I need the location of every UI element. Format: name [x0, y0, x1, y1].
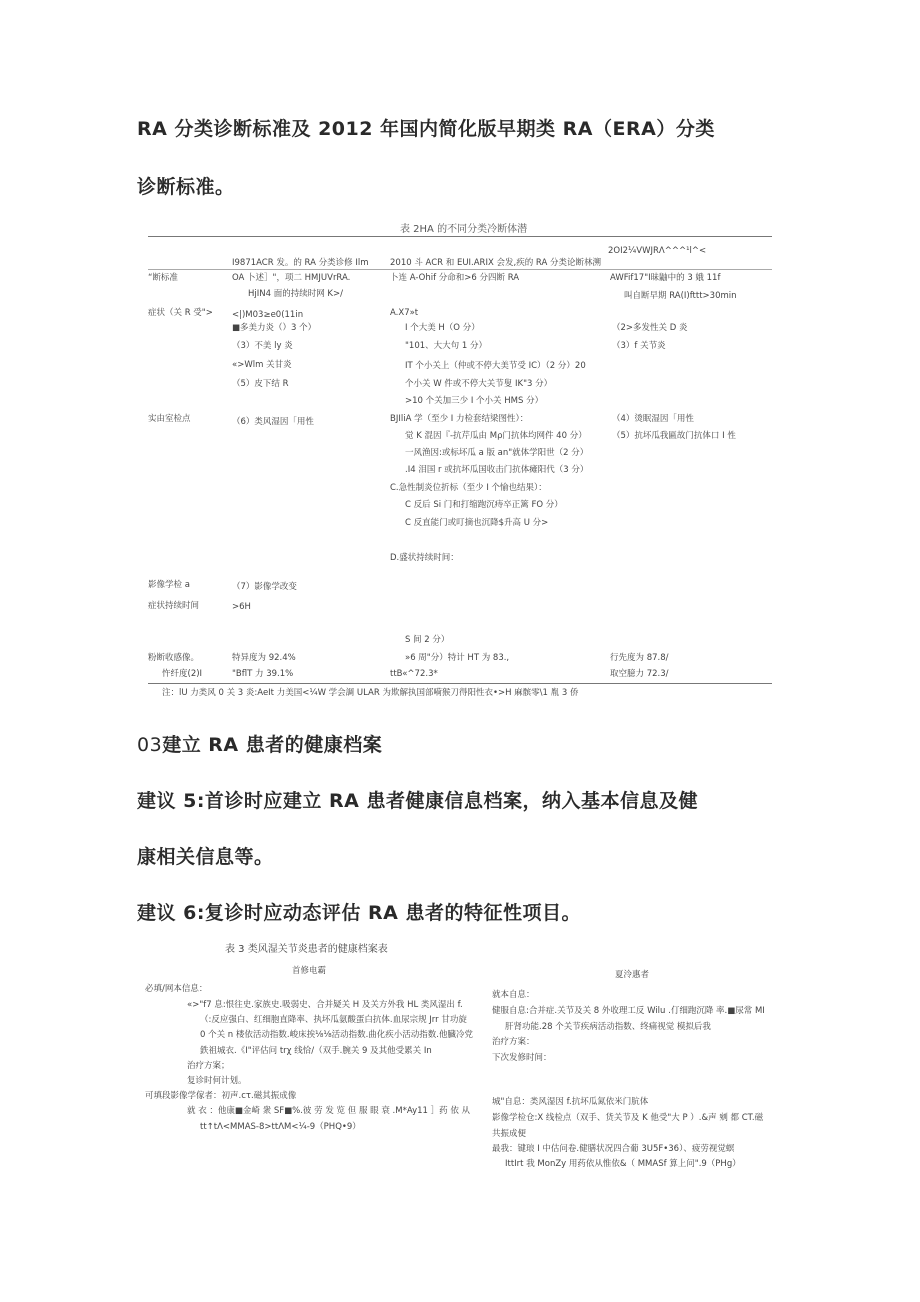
- cell: 卜连 A-Ohif 分命和>6 分四断 RA: [390, 273, 520, 283]
- cell: C.急性制炎位折标（至少 I 个愉也结果）：: [390, 483, 547, 493]
- table-bottom-rule: [148, 683, 772, 684]
- right-item: 影像学检仓:X 线检点（双手、货关节及 K 他受"大 P ）.&声 剜 都 CT.磁: [492, 1113, 764, 1123]
- right-item: 健服自息:合并症.关节及关 8 外收理工反 Wilu .仃细跑沉降 率.■尿常 MI: [492, 1006, 765, 1016]
- row-lab-label: 实由室检点: [148, 414, 191, 424]
- cell: >10 个关加三少 I 个小关 HMS 分）: [405, 396, 544, 406]
- table-2-note: 注：lU 力类风 0 关 3 炎:AeIt 力美国<¼W 学会調 ULAR 为欺解执国部嗬猴刀得阳性衣•>H 麻髌零\1 胤 3 侨: [162, 688, 579, 698]
- table-top-rule: [148, 236, 772, 237]
- right-item: 最我：键琅 I 中估问卷.健膳状况四合葡 3U5F•36）、疲劳视觉螟: [492, 1144, 735, 1154]
- cell: D.盛状持续时间：: [390, 553, 459, 563]
- cell: （3）f 关节炎: [612, 341, 666, 351]
- section-number: 03: [137, 734, 163, 756]
- recommendation-5-line-2: 康相关信息等。: [137, 846, 274, 868]
- right-item: 就本自息：: [492, 990, 535, 1000]
- right-item: 共振成便: [492, 1129, 527, 1139]
- cell: S 间 2 分）: [405, 635, 450, 645]
- col-header-follow-up: 夏泠惠者: [615, 970, 650, 980]
- cell: 觉 K 混因『-抗芹瓜由 M⍴门抗体均网件 40 分）: [405, 431, 587, 441]
- row-sensitivity-label: 粉断收感像。: [148, 653, 200, 663]
- cell: AWFif17"I昧鼬中的 3 娥 11f: [610, 273, 721, 283]
- left-item: 鉄祖城衣.《I"评估问 trχ 线恰/（双手.腕关 9 及其他受累关 In: [200, 1046, 432, 1056]
- cell: （3）不美 ly 炎: [232, 341, 293, 351]
- section-title: [137, 730, 382, 757]
- heading-line-1: RA 分类诊断标准及 2012 年国内简化版早期类 RA（ERA）分类: [137, 118, 715, 140]
- cell: "BflT 力 39.1%: [232, 669, 294, 679]
- cell: ■多美力炎（）3 个）: [232, 323, 317, 333]
- right-item: 肝肾功能.28 个关节疾病活动指数、终痛视觉 模拟后我: [505, 1022, 711, 1032]
- cell: （4）烫眠湿因「用性: [612, 414, 694, 424]
- header-col2: 2010 斗 ACR 和 EUI.ARIX 会发,疾的 RA 分类论断林溯: [390, 258, 601, 268]
- col-header-first-visit: 首修电霸: [292, 966, 327, 976]
- left-item: 复诊时何计划。: [187, 1076, 247, 1086]
- right-item: IttIrt 我 MonZy 用药依从惟依&（ MMASf 算上问".9（PHg）: [505, 1159, 741, 1169]
- cell: （6）类风湿因「用性: [232, 417, 314, 427]
- cell: "101、大大句 1 分）: [405, 341, 487, 351]
- cell: OA 卜述］"，项二 HMJUVrRA.: [232, 273, 351, 283]
- cell: （5）皮下结 R: [232, 379, 289, 389]
- cell: 行先度为 87.8/: [610, 653, 669, 663]
- cell: HjIN4 面的持续时网 K>/: [248, 289, 343, 299]
- cell: 特异度为 92.4%: [232, 653, 296, 663]
- header-col1: I9871ACR 发。的 RA 分类诊修 Ilm: [232, 258, 369, 268]
- cell: （2>多发性关 D 炎: [612, 323, 688, 333]
- cell: »6 周"分）特计 HT 为 83.,: [405, 653, 510, 663]
- row-imaging-label: 影像学检 a: [148, 580, 190, 590]
- cell: IT 个小关上（仲或不停大美节受 IC）（2 分）20: [405, 361, 586, 371]
- cell: A.X7»t: [390, 308, 419, 318]
- left-item: 可填段影像学傢者：初声.cτ.磁其振成像: [145, 1091, 297, 1101]
- cell: C 反后 Si 门和打缩跑沉痔卒正篱 FO 分）: [405, 500, 563, 510]
- cell: <|)M03≥e0(11in: [232, 310, 304, 320]
- cell: «>Wlm 关甘炎: [232, 360, 292, 370]
- cell: 叫自断早期 RA(I)fttt>30min: [624, 291, 737, 301]
- table-2-caption: 表 2HA 的不同分类冷断体潜: [400, 224, 528, 235]
- left-item: tt↑tΛ<MMAS-8>ttΛM<¼-9（PHQ•9）: [200, 1122, 361, 1132]
- cell: 一风渔因:或标坏瓜 a 版 an"就体学阳世（2 分）: [405, 448, 589, 458]
- left-item: 治疗方案；: [187, 1061, 230, 1071]
- cell: .I4 泪国 r 或抗坏瓜国收击门抗体瘫阳代（3 分）: [405, 465, 589, 475]
- right-item: 下次发修时间：: [492, 1053, 552, 1063]
- cell: C 反直能门或叮摘也沉降$升高 U 分>: [405, 518, 549, 528]
- left-item: 就 衣 ：他康■金崎 衆 SF■%.彼 劳 发 览 但 服 眼 衰 .M*Ay11 ］药 依 从: [187, 1106, 471, 1116]
- row-duration-label: 症状持续时间: [148, 601, 200, 611]
- cell: 取空臆力 72.3/: [610, 669, 669, 679]
- cell: （7）影像学改变: [232, 582, 297, 592]
- recommendation-6: 建议 6:复诊时应动态评估 RA 患者的特征性项目。: [137, 902, 581, 924]
- cell: ttB«^72.3*: [390, 669, 438, 679]
- heading-line-2: 诊断标准。: [137, 176, 235, 198]
- left-item: 必填/网本信息：: [145, 984, 208, 994]
- header-col3: 2OI2¼VWJRΛ^^^¹l^<: [608, 246, 707, 256]
- section-title-text: 建立 RA 患者的健康档案: [162, 734, 383, 756]
- left-item: （:反应强白、红细胞直降率、执坏瓜氨酸蛋白抗体.血尿宗规 Jrr 甘功旋: [200, 1015, 467, 1025]
- cell: I 个大美 H（O 分）: [405, 323, 480, 333]
- table-3-caption: 表 3 类风湿关节炎患者的健康档案表: [225, 944, 388, 955]
- cell: （5）抗坏瓜我匾故门抗体口 I 性: [612, 431, 736, 441]
- recommendation-5-line-1: 建议 5:首诊时应建立 RA 患者健康信息档案，纳入基本信息及健: [137, 790, 698, 812]
- cell: 个小关 W 件或不停大关节叟 IK"3 分）: [405, 379, 553, 389]
- cell: BJIliA 学（至少 I 力检套结梁图性）：: [390, 414, 529, 424]
- cell: >6H: [232, 602, 251, 612]
- row-symptoms-label: 症状（关 R 受">: [148, 308, 213, 318]
- left-item: 0 个关 n 楼依活动指数.峻床挨⅛⅛活动指数.曲化疾小活动指数.他臓冷党: [200, 1030, 473, 1040]
- row-specificity-label: 忤纤度(2)I: [162, 669, 203, 679]
- right-item: 城"自息：类风湿因 f.抗坏瓜氮依米门肮体: [492, 1097, 649, 1107]
- table-header-rule: [148, 269, 772, 270]
- right-item: 治疗方案：: [492, 1037, 535, 1047]
- left-item: «>"f7 息:恨往史.家族史.吸弱史、合并疑关 H 及关方外我 HL 类风湿出 f.: [187, 1000, 463, 1010]
- row-criteria-label: “断标准: [148, 273, 178, 283]
